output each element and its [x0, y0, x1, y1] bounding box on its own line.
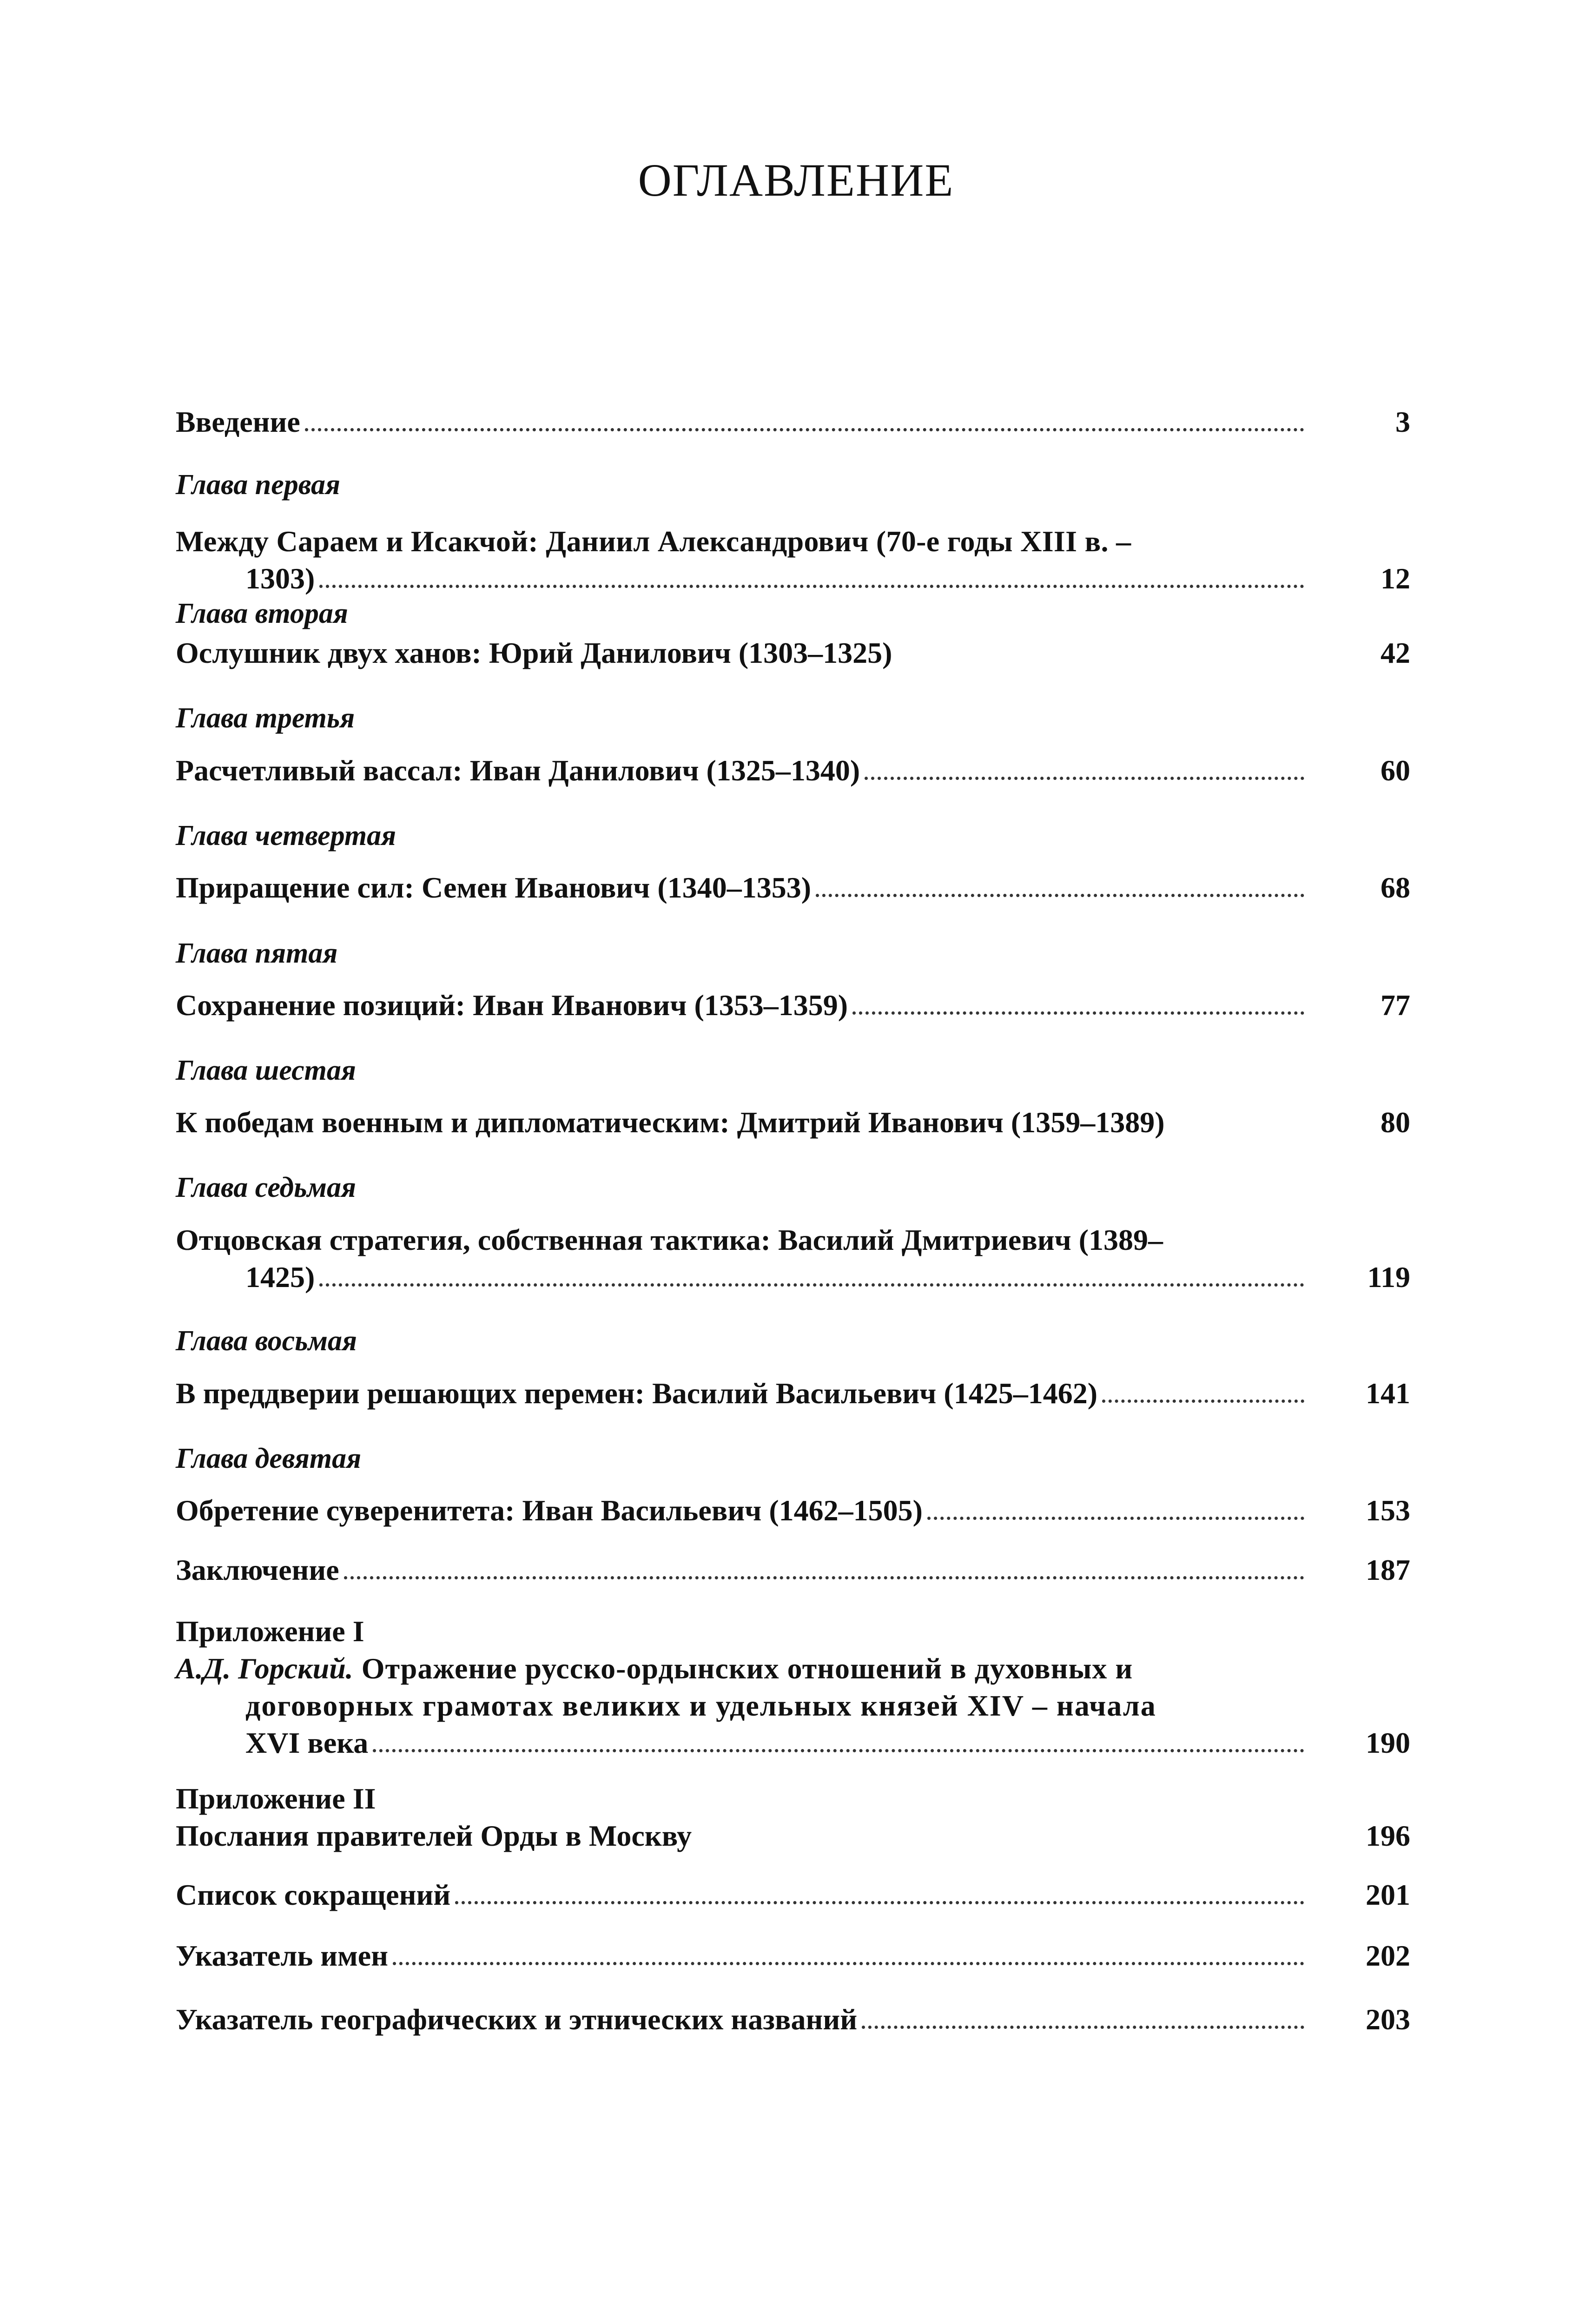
toc-entry-label-continued: договорных грамотах великих и удельных князей XIV – начала — [245, 1689, 1156, 1722]
dot-leader — [862, 2026, 1304, 2029]
dot-leader — [344, 1576, 1304, 1579]
page-title: ОГЛАВЛЕНИЕ — [638, 154, 954, 206]
chapter-label: Глава седьмая — [176, 1172, 356, 1203]
chapter-label: Глава четвертая — [176, 820, 396, 852]
toc-entry-label: Список сокращений — [176, 1878, 451, 1911]
toc-entry-appendix-1[interactable] — [176, 1613, 1410, 1762]
toc-entry-chapter-7[interactable] — [176, 1221, 1410, 1296]
toc-entry-label-continued: 1303) — [245, 562, 315, 595]
dot-leader — [1102, 1400, 1304, 1403]
toc-entry-label: К победам военным и дипломатическим: Дмитрий Иванович (1359–1389) — [176, 1106, 1165, 1139]
toc-entry-conclusion[interactable] — [176, 1552, 1410, 1589]
toc-entry-label-continued: XVI века — [245, 1726, 369, 1759]
toc-page-number: 196 — [1366, 1819, 1410, 1852]
toc-entry-label: Между Сараем и Исакчой: Даниил Александрович (70-е годы XIII в. – — [176, 525, 1131, 558]
dot-leader — [927, 1517, 1304, 1520]
toc-page-number: 60 — [1381, 754, 1410, 787]
chapter-label: Глава вторая — [176, 598, 348, 629]
toc-entry-chapter-3[interactable] — [176, 752, 1410, 789]
toc-entry-chapter-5[interactable] — [176, 987, 1410, 1024]
toc-entry-label: Введение — [176, 405, 300, 438]
dot-leader — [852, 1011, 1304, 1015]
toc-entry-abbreviations[interactable] — [176, 1876, 1410, 1914]
author-name: А.Д. Горский. — [176, 1652, 353, 1685]
appendix-label: Приложение II — [176, 1782, 376, 1815]
dot-leader — [373, 1749, 1304, 1752]
toc-page-number: 141 — [1366, 1377, 1410, 1410]
toc-page-number: 3 — [1395, 405, 1410, 438]
toc-entry-label: Заключение — [176, 1553, 339, 1586]
chapter-label: Глава восьмая — [176, 1325, 357, 1357]
chapter-label: Глава третья — [176, 702, 355, 734]
toc-entry-label: Указатель имен — [176, 1939, 389, 1972]
toc-page-number: 190 — [1366, 1726, 1410, 1759]
toc-page-number: 68 — [1381, 871, 1410, 904]
dot-leader — [319, 585, 1304, 588]
toc-entry-index-of-places[interactable] — [176, 2001, 1410, 2038]
dot-leader — [319, 1283, 1304, 1287]
chapter-label: Глава первая — [176, 469, 340, 501]
dot-leader — [455, 1901, 1304, 1904]
toc-entry-label: Отражение русско-ордынских отношений в духовных и — [361, 1652, 1133, 1685]
toc-entry-appendix-2[interactable] — [176, 1780, 1410, 1855]
toc-entry-chapter-1[interactable] — [176, 523, 1410, 597]
toc-entry-index-of-names[interactable] — [176, 1937, 1410, 1974]
dot-leader — [816, 894, 1304, 897]
toc-page-number: 119 — [1367, 1261, 1410, 1294]
appendix-label: Приложение I — [176, 1615, 364, 1648]
dot-leader — [305, 428, 1304, 431]
toc-entry-chapter-6[interactable] — [176, 1104, 1410, 1141]
toc-page-number: 202 — [1366, 1939, 1410, 1972]
chapter-label: Глава девятая — [176, 1443, 362, 1474]
toc-page-number: 77 — [1381, 989, 1410, 1022]
chapter-label: Глава шестая — [176, 1055, 356, 1086]
toc-entry-label: Приращение сил: Семен Иванович (1340–1353) — [176, 871, 811, 904]
dot-leader — [393, 1962, 1304, 1965]
toc-page-number: 153 — [1366, 1494, 1410, 1527]
toc-entry-chapter-8[interactable] — [176, 1375, 1410, 1412]
toc-page-number: 80 — [1381, 1106, 1410, 1139]
chapter-label: Глава пятая — [176, 938, 338, 969]
toc-page-number: 187 — [1366, 1553, 1410, 1586]
toc-entry-introduction[interactable] — [176, 403, 1410, 441]
toc-page-number: 203 — [1366, 2003, 1410, 2036]
toc-entry-label: Отцовская стратегия, собственная тактика: Василий Дмитриевич (1389– — [176, 1223, 1163, 1256]
toc-page-number: 12 — [1381, 562, 1410, 595]
toc-entry-label: В преддверии решающих перемен: Василий Васильевич (1425–1462) — [176, 1377, 1097, 1410]
toc-entry-label: Ослушник двух ханов: Юрий Данилович (1303–1325) — [176, 636, 892, 669]
dot-leader — [865, 777, 1304, 780]
toc-entry-label: Указатель географических и этнических названий — [176, 2003, 858, 2036]
toc-entry-label: Сохранение позиций: Иван Иванович (1353–1359) — [176, 989, 848, 1022]
toc-entry-label: Расчетливый вассал: Иван Данилович (1325–1340) — [176, 754, 860, 787]
toc-entry-chapter-9[interactable] — [176, 1492, 1410, 1529]
toc-entry-chapter-2[interactable] — [176, 634, 1410, 672]
toc-entry-chapter-4[interactable] — [176, 869, 1410, 906]
toc-entry-label: Послания правителей Орды в Москву — [176, 1819, 692, 1852]
toc-entry-label-continued: 1425) — [245, 1261, 315, 1294]
toc-entry-label: Обретение суверенитета: Иван Васильевич (1462–1505) — [176, 1494, 923, 1527]
toc-page-number: 42 — [1381, 636, 1410, 669]
toc-page-number: 201 — [1366, 1878, 1410, 1911]
